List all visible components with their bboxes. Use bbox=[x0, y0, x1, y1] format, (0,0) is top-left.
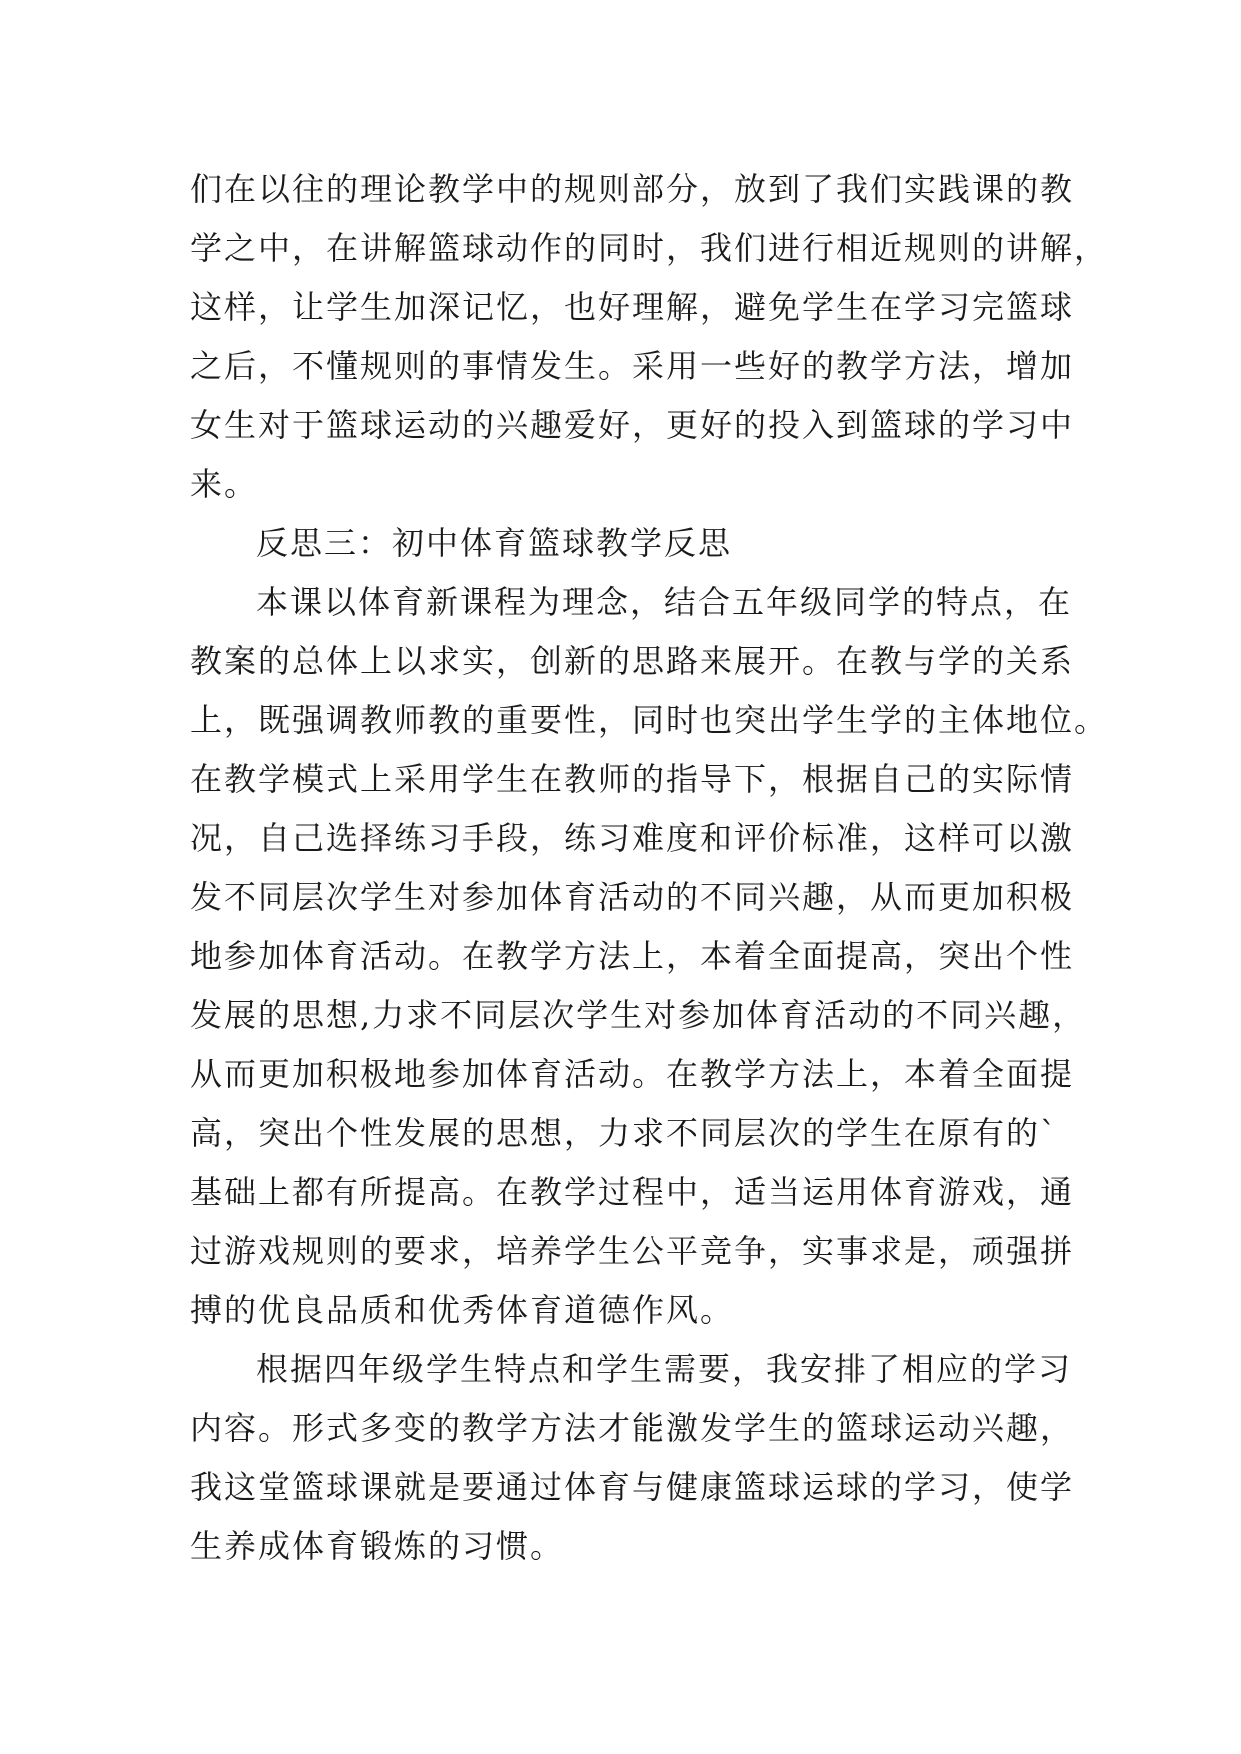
text-line: 们在以往的理论教学中的规则部分，放到了我们实践课的教 bbox=[190, 170, 1075, 208]
text-line: 之后，不懂规则的事情发生。采用一些好的教学方法，增加 bbox=[190, 347, 1075, 385]
text-line: 本课以体育新课程为理念，结合五年级同学的特点，在 bbox=[256, 583, 1073, 621]
text-line: 过游戏规则的要求，培养学生公平竞争，实事求是，顽强拼 bbox=[190, 1232, 1075, 1270]
paragraph-2 bbox=[190, 573, 1109, 1340]
text-line: 女生对于篮球运动的兴趣爱好，更好的投入到篮球的学习中 bbox=[190, 406, 1075, 444]
text-line: 高，突出个性发展的思想，力求不同层次的学生在原有的` bbox=[190, 1114, 1059, 1152]
text-line: 基础上都有所提高。在教学过程中，适当运用体育游戏，通 bbox=[190, 1173, 1075, 1211]
text-line: 来。 bbox=[190, 465, 259, 503]
section-heading: 反思三：初中体育篮球教学反思 bbox=[256, 524, 733, 562]
text-line: 上，既强调教师教的重要性，同时也突出学生学的主体地位。 bbox=[190, 701, 1109, 739]
paragraph-1 bbox=[190, 160, 1109, 514]
text-line: 学之中，在讲解篮球动作的同时，我们进行相近规则的讲解， bbox=[190, 229, 1109, 267]
text-line: 教案的总体上以求实，创新的思路来展开。在教与学的关系 bbox=[190, 642, 1075, 680]
text-line: 发展的思想,力求不同层次学生对参加体育活动的不同兴趣， bbox=[190, 996, 1087, 1034]
text-line: 在教学模式上采用学生在教师的指导下，根据自己的实际情 bbox=[190, 760, 1075, 798]
text-line: 况，自己选择练习手段，练习难度和评价标准，这样可以激 bbox=[190, 819, 1075, 857]
text-line: 从而更加积极地参加体育活动。在教学方法上，本着全面提 bbox=[190, 1055, 1075, 1093]
text-line: 我这堂篮球课就是要通过体育与健康篮球运球的学习，使学 bbox=[190, 1468, 1075, 1506]
text-line: 内容。形式多变的教学方法才能激发学生的篮球运动兴趣， bbox=[190, 1409, 1075, 1447]
paragraph-3 bbox=[190, 1340, 1075, 1576]
text-line: 发不同层次学生对参加体育活动的不同兴趣，从而更加积极 bbox=[190, 878, 1075, 916]
text-line: 生养成体育锻炼的习惯。 bbox=[190, 1527, 565, 1565]
document-body bbox=[190, 160, 1109, 1576]
text-line: 这样，让学生加深记忆，也好理解，避免学生在学习完篮球 bbox=[190, 288, 1075, 326]
text-line: 搏的优良品质和优秀体育道德作风。 bbox=[190, 1291, 735, 1329]
text-line: 根据四年级学生特点和学生需要，我安排了相应的学习 bbox=[256, 1350, 1073, 1388]
text-line: 地参加体育活动。在教学方法上，本着全面提高，突出个性 bbox=[190, 937, 1075, 975]
